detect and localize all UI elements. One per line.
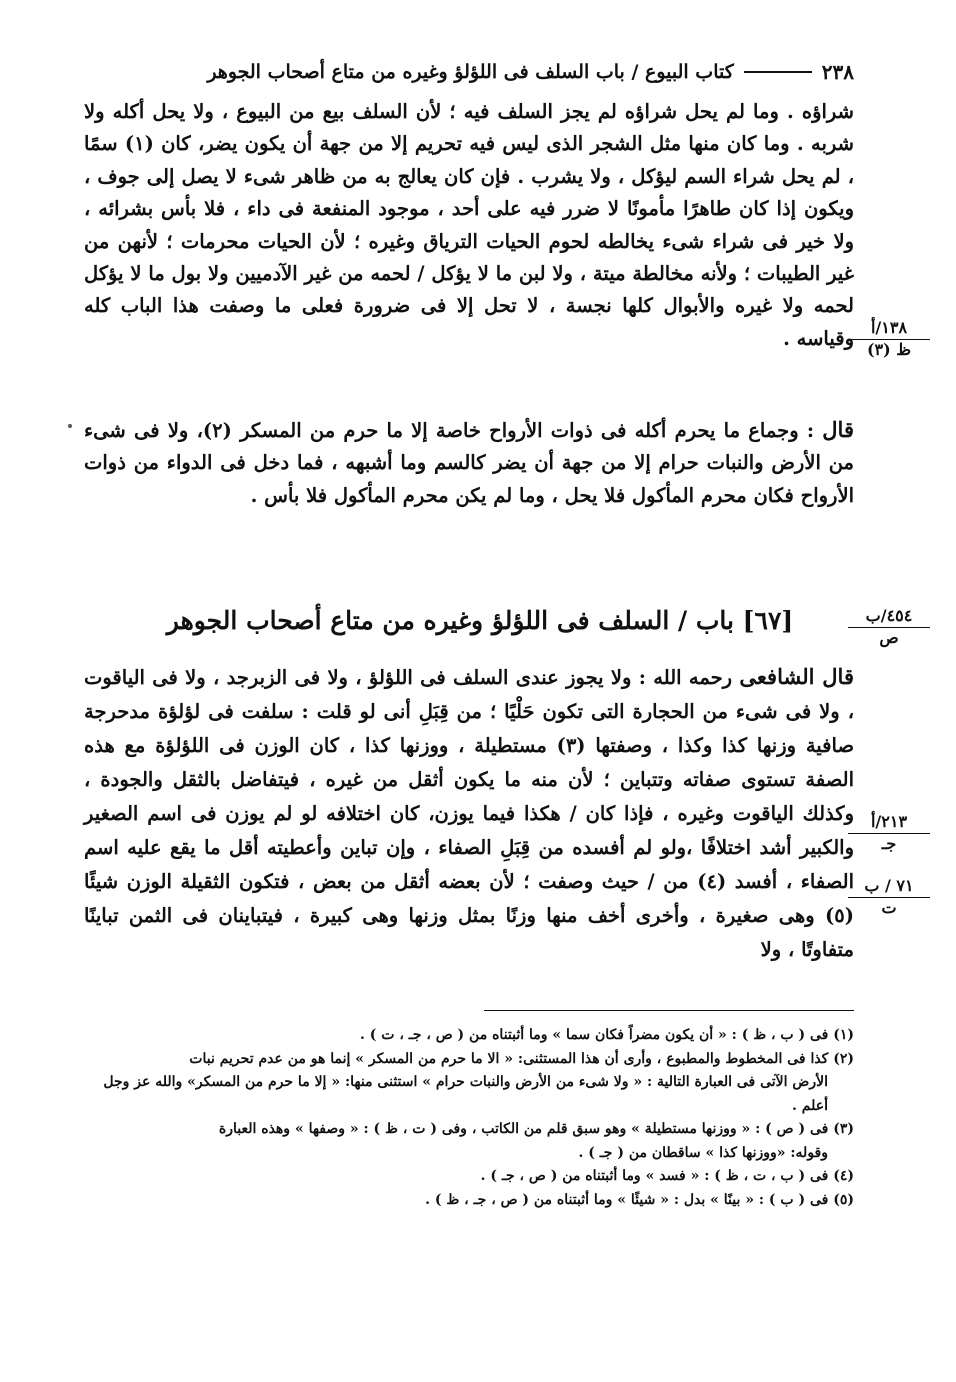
paragraph-3-text: رحمه الله : ولا يجوز عندى السلف فى اللؤلؤ ، ولا فى الزبرجد ، ولا فى الياقوت ، ولا فى شىء من الحجارة التى تكون حَلْيًا ؛ من قِبَلِ أنى لو قلت : سلفت فى لؤلؤة مدحرجة صافية وزنها كذا وكذا ، وصفتها (٣) مستطيلة ، ووزنها كذا ، كان الوزن فى اللؤلؤة مع هذه الصفة تستوى صفاته وتتباين ؛ لأن منه ما يكون أثقل من غيره ، فيتفاضل بالثقل والجودة ، وكذلك الياقوت وغيره ، فإذا كان / هكذا فيما يوزن، كان اختلافه لو لم يوزن فى اسم الصغير والكبير أشد اختلافًا ،ولو لم أفسده من قِبَلِ الصفاء ، وإن تباين وأعطيته أقل ما يقع عليه اسم الصفاء ، أفسد (٤) من / حيث وصفت ؛ لأن بعضه أثقل من بعض ، فتكون الثقيلة الوزن شيئًا (٥) وهى صغيرة ، وأخرى أخف منها وزنًا بمثل وزنها وهى كبيرة ، فيتباينان فى الثمن تباينًا متفاوتًا ، ولا	[84, 666, 854, 961]
header-rule	[744, 71, 812, 73]
margin-note-2-bottom: ص	[879, 628, 899, 647]
footnote-3-continued: وقوله: «ووزنها كذا » ساقطان من ( جـ ) .	[578, 1144, 828, 1161]
margin-note-4	[848, 876, 930, 918]
footnote-2-continued: الأرض الآتى فى العبارة التالية : « ولا شىء من الأرض والنبات حرام » استثنى منها: « إلا ما حرم من المسكر» والله عز وجل أعلم .	[103, 1074, 828, 1114]
footnote-4: (٤) فى ( ب ، ت ، ظ ) : « فسد » وما أثبتناه من ( ص ، جـ ) .	[480, 1168, 854, 1184]
footnote-separator	[484, 1010, 854, 1011]
paragraph-1	[84, 96, 854, 355]
running-header	[84, 52, 854, 92]
margin-note-2-top: ٤٥٤/ب	[848, 606, 930, 628]
margin-note-1-bottom: ظ (٣)	[866, 340, 912, 359]
section-heading: [٦٧] باب / السلف فى اللؤلؤ وغيره من متاع أصحاب الجوهر	[166, 606, 794, 635]
margin-note-1	[848, 318, 930, 360]
footnote-2: (٢) كذا فى المخطوط والمطبوع ، وأرى أن هذا المستثنى: « الا ما حرم من المسكر » إنما هو من عدم تحريم نبات	[189, 1050, 854, 1067]
paragraph-2	[84, 414, 854, 512]
margin-note-3	[848, 812, 930, 854]
footnote-5: (٥) فى ( ب ) : « بينًا » بدل : « شيئًا » وما أثبتناه من ( ص ، جـ ، ظ ) .	[425, 1191, 854, 1208]
running-title: كتاب البيوع / باب السلف فى اللؤلؤ وغيره من متاع أصحاب الجوهر	[207, 61, 734, 83]
footnote-1: (١) فى ( ب ، ظ ) : « أن يكون مضراً فكان سما » وما أثبتناه من ( ص ، جـ ، ت ) .	[360, 1027, 854, 1043]
margin-note-3-bottom: جـ	[881, 834, 897, 853]
margin-note-1-top: ١٣٨/أ	[848, 318, 930, 340]
paragraph-2-lead: قال	[822, 417, 854, 442]
paragraph-2-text: : وجماع ما يحرم أكله فى ذوات الأرواح خاصة إلا ما حرم من المسكر (٢)، ولا فى شىء من الأرض والنبات حرام إلا من جهة أن يضر كالسم وما أشبهه ، فما دخل فى الدواء من ذوات الأرواح فكان محرم المأكول فلا يحل ، وما لم يكن محرم المأكول فلا بأس .	[84, 419, 854, 507]
margin-note-3-top: ٢١٣/أ	[848, 812, 930, 834]
page-number: ٢٣٨	[821, 60, 854, 84]
paragraph-3-lead: قال الشافعى	[739, 664, 854, 689]
footnote-3: (٣) فى ( ص ) : « ووزنها مستطيلة » وهو سبق قلم من الكاتب ، وفى ( ت ، ظ ) : « وصفها » وهذه العبارة	[218, 1121, 854, 1137]
margin-note-2	[848, 606, 930, 648]
margin-note-4-top: ٧١ / ب	[848, 876, 930, 898]
margin-note-4-bottom: ت	[881, 898, 897, 917]
paragraph-3	[84, 660, 854, 967]
footnotes	[84, 1024, 854, 1212]
paragraph-1-text: شراؤه . وما لم يحل شراؤه لم يجز السلف فيه ؛ لأن السلف بيع من البيوع ، ولا يحل أكله ولا شربه . وما كان منها مثل الشجر الذى ليس فيه تحريم إلا من جهة أن يكون يضر، كان (١) سمًا ، لم يحل شراء السم ليؤكل ، ولا يشرب . فإن كان يعالج به من ظاهر شىء لا يصل إلى جوف ، ويكون إذا كان طاهرًا مأمونًا لا ضرر فيه على أحد ، موجود المنفعة فى داء ، فلا بأس بشرائه ، ولا خير فى شراء شىء يخالطه لحوم الحيات الترياق وغيره ؛ لأن الحيات محرمات ؛ لأنهن من غير الطيبات ؛ ولأنه مخالطة ميتة ، ولا لبن ما لا يؤكل / لحمه من غير الآدميين ولا بول ما لا يؤكل لحمه ولا غيره والأبوال كلها نجسة ، لا تحل إلا فى ضرورة فعلى ما وصفت هذا الباب كله وقياسه .	[84, 100, 854, 350]
stray-dot	[68, 424, 72, 428]
